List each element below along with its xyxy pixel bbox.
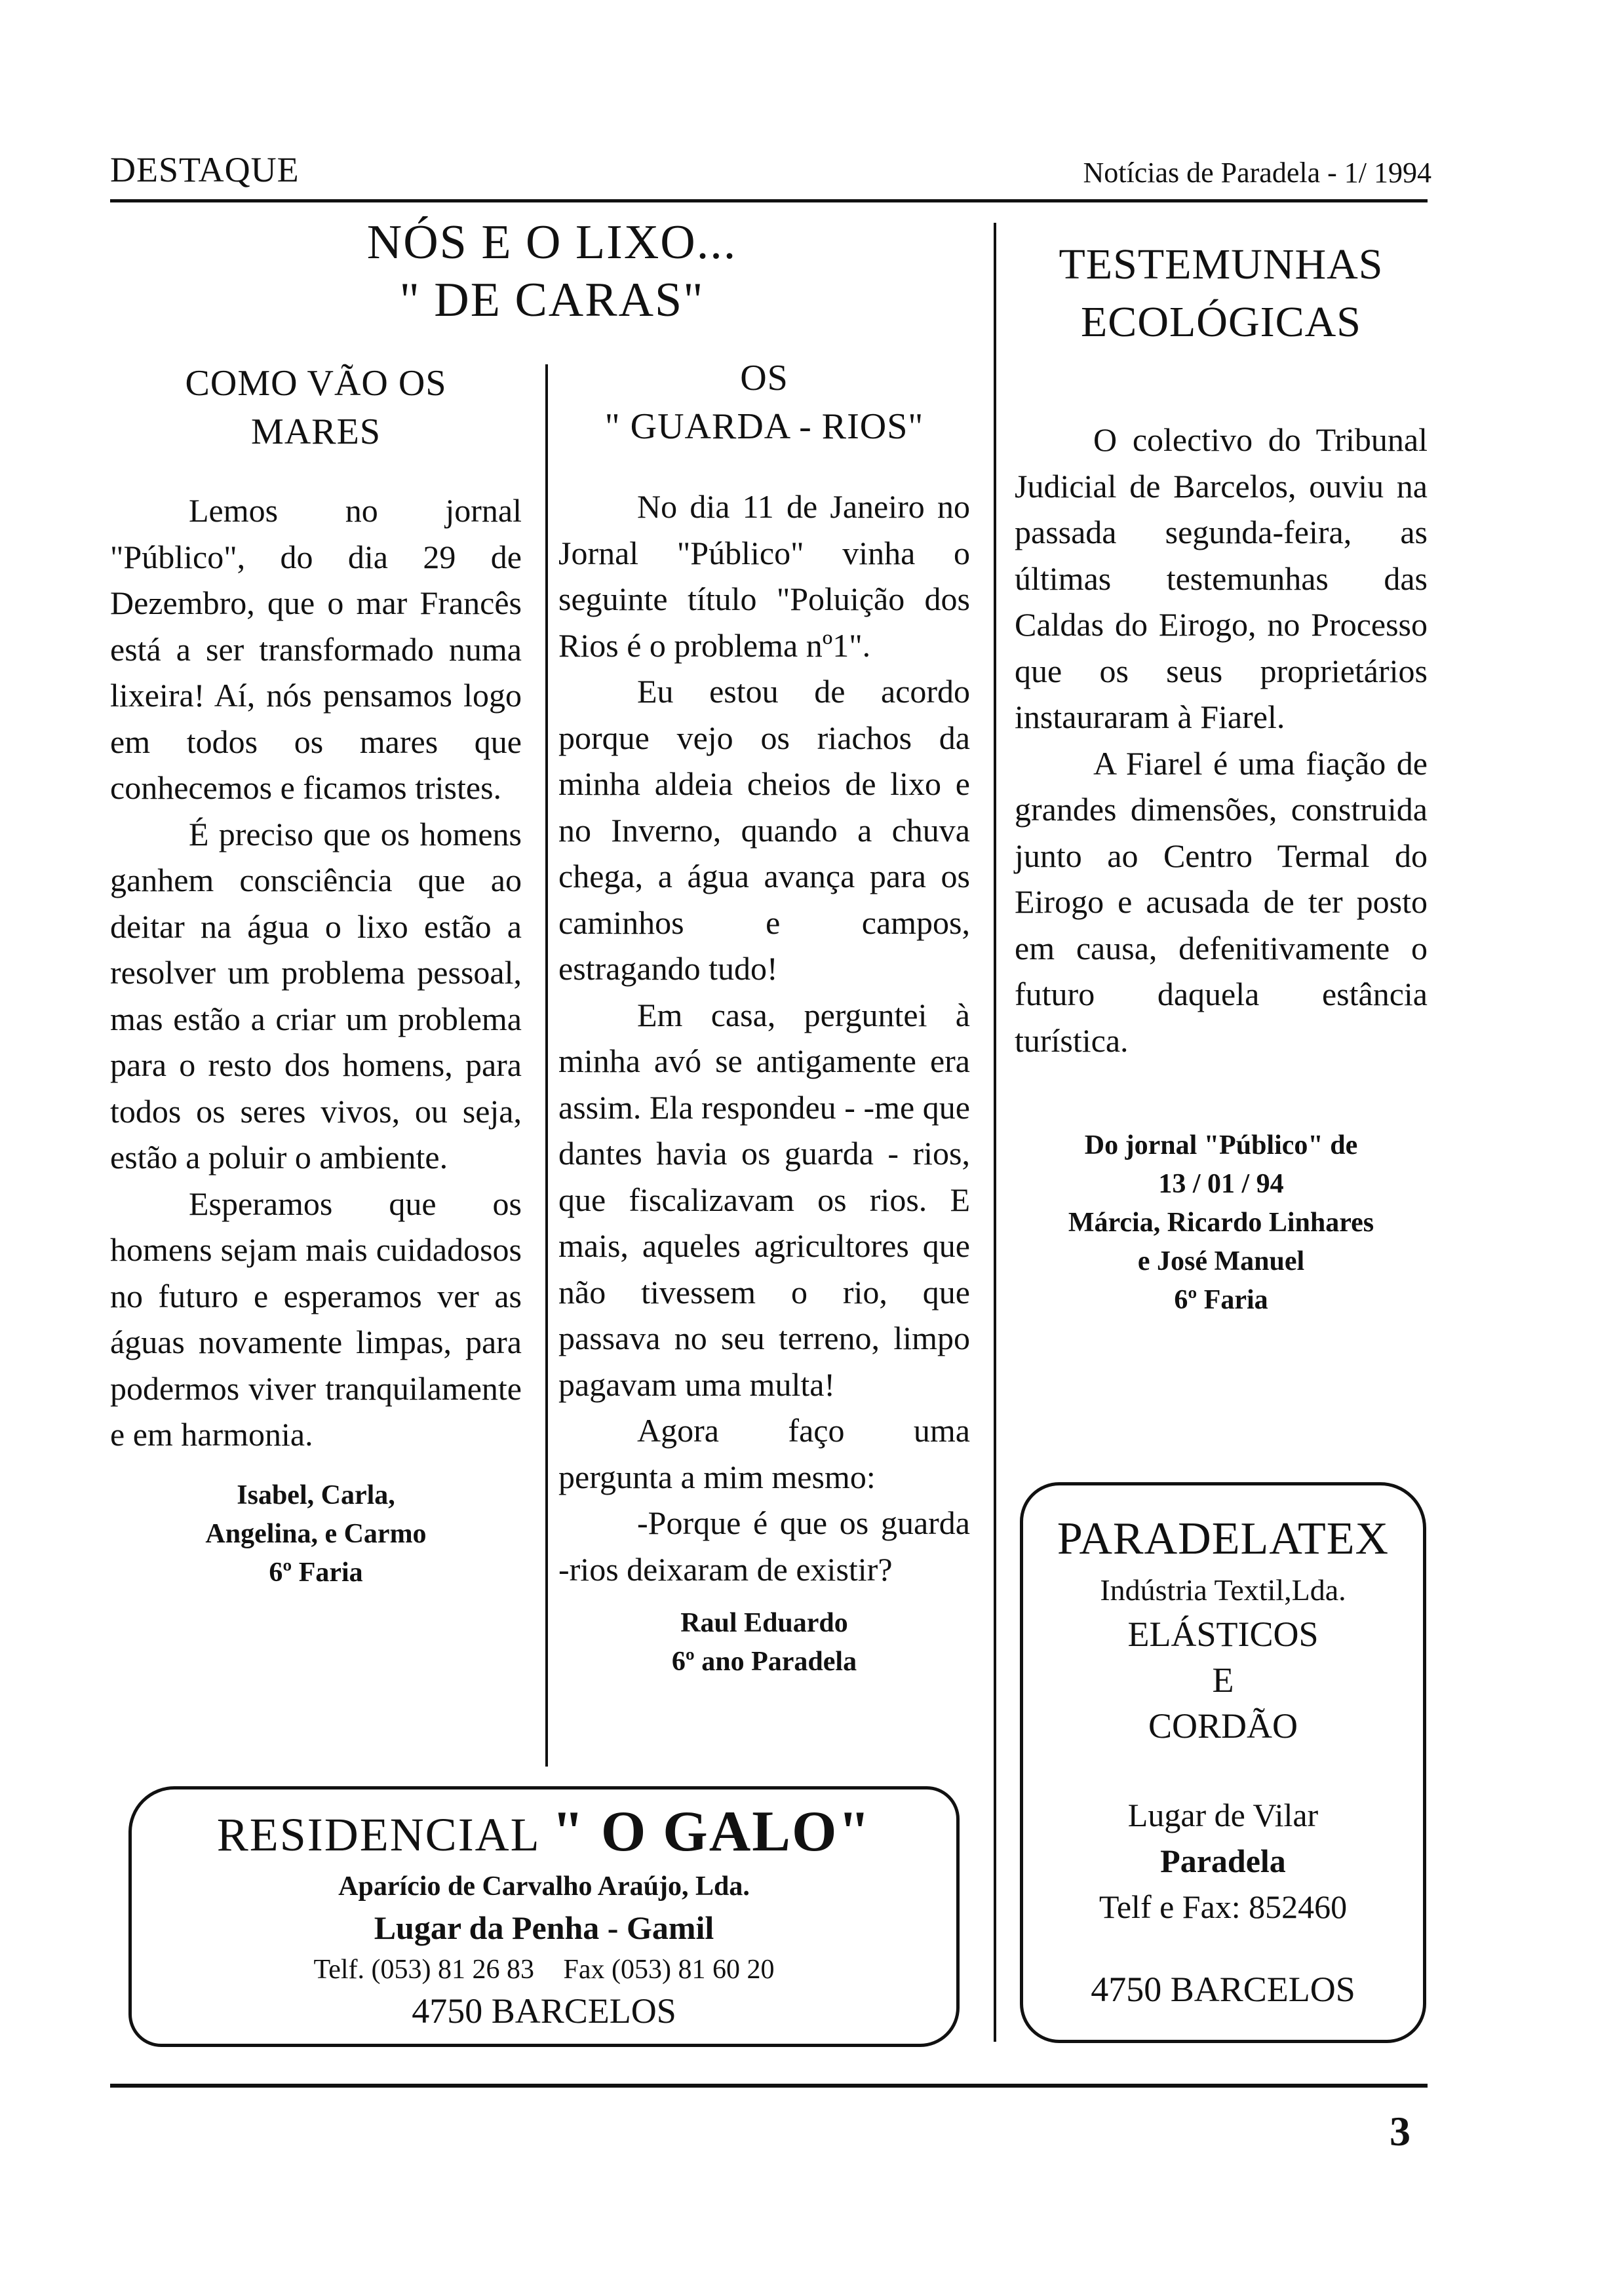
ad-galo-city: 4750 BARCELOS [412,1991,676,2031]
signature-line: e José Manuel [1137,1246,1305,1276]
article-testemunhas-title-line-1: TESTEMUNHAS [1059,240,1384,288]
signature-line: 6º Faria [1174,1285,1268,1315]
ad-galo-fax: Fax (053) 81 60 20 [563,1955,775,1985]
article-rios-body [558,484,970,1592]
paragraph: Eu estou de acordo porque vejo os riachos da minha aldeia cheios de lixo e no Inverno, quando a chuva chega, a água avança para os caminhos e campos, estragando tudo! [558,673,970,987]
article-testemunhas-body [1015,417,1428,1063]
column-divider-left [545,364,548,1767]
signature-line: 6º ano Paradela [671,1647,857,1677]
article-rios-signature [558,1604,970,1681]
ad-galo-address: Lugar da Penha - Gamil [374,1909,714,1946]
headline-line-1: NÓS E O LIXO... [366,216,737,269]
article-rios-title [558,354,970,451]
headline-line-2: " DE CARAS" [399,273,705,327]
page-number: 3 [1390,2108,1411,2154]
ad-paradelatex [1020,1482,1426,2043]
article-mares [110,359,522,1592]
main-headline [110,214,994,329]
section-label: DESTAQUE [110,150,300,189]
ad-paradelatex-city: 4750 BARCELOS [1091,1970,1355,2009]
paragraph: Em casa, perguntei à minha avó se antigamente era assim. Ela respondeu - -me que dantes havia os guarda - rios, que fiscalizavam os rios. E mais, aqueles agricultores que não tivessem o rio, que passava no seu terreno, limpo pagavam uma multa! [558,996,970,1403]
paragraph: A Fiarel é uma fiação de grandes dimensões, construida junto ao Centro Termal do Eirogo e acusada de ter posto em causa, defenitivamente o futuro daquela estância turística. [1015,744,1428,1059]
article-rios-title-line-1: OS [740,358,788,398]
ad-paradelatex-phone: Telf e Fax: 852460 [1099,1888,1348,1925]
article-mares-title [110,359,522,456]
article-rios [558,354,970,1681]
paragraph: O colectivo do Tribunal Judicial de Barcelos, ouviu na passada segunda-feira, as últimas testemunhas das Caldas do Eirogo, no Processo que os seus proprietários instauraram à Fiarel. [1015,421,1428,735]
signature-line: Do jornal "Público" de [1084,1130,1358,1160]
ad-paradelatex-company: Indústria Textil,Lda. [1100,1573,1346,1607]
paragraph: -Porque é que os guarda -rios deixaram de existir? [558,1504,970,1588]
ad-paradelatex-product-2: CORDÃO [1148,1706,1298,1746]
article-testemunhas-signature [1015,1126,1428,1320]
footer-divider [110,2084,1428,2088]
ad-residencial-o-galo [128,1786,960,2047]
article-mares-title-line-1: COMO VÃO OS [185,363,447,404]
ad-paradelatex-place: Lugar de Vilar [1127,1797,1319,1833]
ad-galo-name: RESIDENCIAL [216,1808,539,1861]
article-mares-signature [110,1476,522,1592]
article-mares-body [110,488,522,1458]
signature-line: 13 / 01 / 94 [1158,1169,1284,1199]
signature-line: 6º Faria [269,1557,363,1588]
signature-line: Raul Eduardo [680,1608,848,1638]
paragraph: Esperamos que os homens sejam mais cuidadosos no futuro e esperamos ver as águas novamente limpas, para podermos viver tranquilamente e em harmonia. [110,1185,522,1453]
article-testemunhas-title-line-2: ECOLÓGICAS [1080,298,1361,346]
paragraph: Agora faço uma pergunta a mim mesmo: [558,1412,970,1495]
article-testemunhas-title [1015,236,1428,351]
paragraph: No dia 11 de Janeiro no Jornal "Público" vinha o seguinte título "Poluição dos Rios é o problema nº1". [558,488,970,664]
ad-galo-brand: " O GALO" [552,1800,872,1864]
signature-line: Isabel, Carla, [237,1480,395,1510]
paragraph: Lemos no jornal "Público", do dia 29 de Dezembro, que o mar Francês está a ser transformado numa lixeira! Aí, nós pensamos logo em todos os mares que conhecemos e ficamos tristes. [110,492,522,806]
article-rios-title-line-2: " GUARDA - RIOS" [604,406,924,447]
ad-galo-company: Aparício de Carvalho Araújo, Lda. [338,1871,750,1902]
ad-galo-phone: Telf. (053) 81 26 83 [313,1955,534,1985]
header-divider [110,199,1428,202]
ad-galo-contacts [132,1949,956,1990]
ad-galo-title [132,1800,956,1864]
ad-paradelatex-product-1: ELÁSTICOS [1127,1615,1319,1654]
column-divider-right [994,223,996,2042]
signature-line: Márcia, Ricardo Linhares [1068,1208,1374,1238]
paragraph: É preciso que os homens ganhem consciência que ao deitar na água o lixo estão a resolver um problema pessoal, mas estão a criar um problema para o resto dos homens, para todos os seres vivos, ou seja, estão a poluir o ambiente. [110,815,522,1176]
signature-line: Angelina, e Carmo [205,1518,427,1549]
ad-paradelatex-town: Paradela [1160,1843,1286,1879]
ad-paradelatex-conjunction: E [1212,1660,1234,1700]
article-mares-title-line-2: MARES [251,411,381,452]
article-testemunhas [1015,236,1428,1320]
publication-label: Notícias de Paradela - 1/ 1994 [1083,157,1431,189]
ad-paradelatex-name: PARADELATEX [1057,1514,1390,1564]
